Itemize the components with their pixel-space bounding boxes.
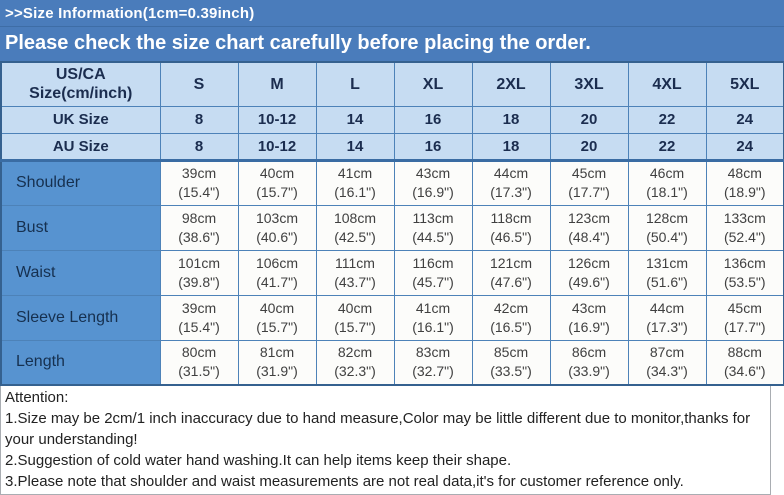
measurement-cell: 113cm (44.5"): [394, 205, 472, 250]
au-size-value: 14: [316, 133, 394, 160]
measurement-cell: 45cm (17.7"): [550, 160, 628, 205]
measurement-cell: 106cm (41.7"): [238, 250, 316, 295]
attention-item: 3.Please note that shoulder and waist measurements are not real data,it's for customer reference only.: [5, 473, 684, 490]
measurement-cell: 40cm (15.7"): [316, 295, 394, 340]
measurement-cell: 108cm (42.5"): [316, 205, 394, 250]
measurement-label: Bust: [1, 205, 160, 250]
size-column-header-xl: XL: [394, 62, 472, 106]
uk-size-value: 14: [316, 106, 394, 133]
measurement-cell: 42cm (16.5"): [472, 295, 550, 340]
uk-size-value: 8: [160, 106, 238, 133]
attention-item: 1.Size may be 2cm/1 inch inaccuracy due to hand measure,Color may be little different due to monitor,thanks for your understanding!: [5, 410, 751, 448]
uk-size-value: 16: [394, 106, 472, 133]
banner-title: >>Size Information(1cm=0.39inch): [0, 0, 784, 27]
measurement-cell: 45cm (17.7"): [706, 295, 784, 340]
measurement-cell: 46cm (18.1"): [628, 160, 706, 205]
attention-heading: Attention:: [5, 389, 69, 406]
measurement-row-bust: [1, 205, 784, 250]
measurement-cell: 39cm (15.4"): [160, 295, 238, 340]
measurement-cell: 85cm (33.5"): [472, 340, 550, 385]
measurement-cell: 88cm (34.6"): [706, 340, 784, 385]
measurement-row-sleeve-length: [1, 295, 784, 340]
measurement-cell: 44cm (17.3"): [628, 295, 706, 340]
au-size-value: 18: [472, 133, 550, 160]
size-column-header-m: M: [238, 62, 316, 106]
measurement-cell: 118cm (46.5"): [472, 205, 550, 250]
uk-size-row: [1, 106, 784, 133]
au-size-value: 16: [394, 133, 472, 160]
measurement-cell: 133cm (52.4"): [706, 205, 784, 250]
measurement-row-length: [1, 340, 784, 385]
uk-size-value: 24: [706, 106, 784, 133]
measurement-cell: 82cm (32.3"): [316, 340, 394, 385]
measurement-cell: 41cm (16.1"): [316, 160, 394, 205]
size-chart-table: [0, 61, 784, 386]
measurement-cell: 86cm (33.9"): [550, 340, 628, 385]
uk-size-value: 22: [628, 106, 706, 133]
uk-size-label: UK Size: [1, 106, 160, 133]
uk-size-value: 18: [472, 106, 550, 133]
measurement-cell: 128cm (50.4"): [628, 205, 706, 250]
uk-size-value: 10-12: [238, 106, 316, 133]
uk-size-value: 20: [550, 106, 628, 133]
measurement-label: Shoulder: [1, 160, 160, 205]
au-size-value: 22: [628, 133, 706, 160]
measurement-row-shoulder: [1, 160, 784, 205]
au-size-value: 20: [550, 133, 628, 160]
measurement-cell: 87cm (34.3"): [628, 340, 706, 385]
measurement-cell: 48cm (18.9"): [706, 160, 784, 205]
size-column-header-4xl: 4XL: [628, 62, 706, 106]
measurement-cell: 131cm (51.6"): [628, 250, 706, 295]
measurement-cell: 83cm (32.7"): [394, 340, 472, 385]
au-size-label: AU Size: [1, 133, 160, 160]
usca-size-header: US/CA Size(cm/inch): [1, 62, 160, 106]
size-info-banner: [0, 0, 784, 61]
measurement-cell: 116cm (45.7"): [394, 250, 472, 295]
size-column-header-3xl: 3XL: [550, 62, 628, 106]
measurement-cell: 39cm (15.4"): [160, 160, 238, 205]
measurement-cell: 43cm (16.9"): [394, 160, 472, 205]
measurement-row-waist: [1, 250, 784, 295]
measurement-cell: 136cm (53.5"): [706, 250, 784, 295]
attention-notes: [0, 386, 771, 495]
attention-item: 2.Suggestion of cold water hand washing.It can help items keep their shape.: [5, 452, 512, 469]
size-column-header-5xl: 5XL: [706, 62, 784, 106]
measurement-cell: 111cm (43.7"): [316, 250, 394, 295]
measurement-cell: 98cm (38.6"): [160, 205, 238, 250]
measurement-cell: 103cm (40.6"): [238, 205, 316, 250]
banner-subtitle: Please check the size chart carefully before placing the order.: [5, 32, 591, 54]
measurement-cell: 126cm (49.6"): [550, 250, 628, 295]
size-column-header-s: S: [160, 62, 238, 106]
measurement-cell: 121cm (47.6"): [472, 250, 550, 295]
au-size-value: 10-12: [238, 133, 316, 160]
size-column-header-l: L: [316, 62, 394, 106]
measurement-cell: 43cm (16.9"): [550, 295, 628, 340]
measurement-cell: 41cm (16.1"): [394, 295, 472, 340]
measurement-cell: 80cm (31.5"): [160, 340, 238, 385]
measurement-label: Sleeve Length: [1, 295, 160, 340]
measurement-label: Waist: [1, 250, 160, 295]
au-size-row: [1, 133, 784, 160]
table-header-row: [1, 62, 784, 106]
measurement-cell: 40cm (15.7"): [238, 160, 316, 205]
measurement-cell: 81cm (31.9"): [238, 340, 316, 385]
measurement-cell: 44cm (17.3"): [472, 160, 550, 205]
au-size-value: 24: [706, 133, 784, 160]
measurement-cell: 123cm (48.4"): [550, 205, 628, 250]
measurement-cell: 40cm (15.7"): [238, 295, 316, 340]
size-column-header-2xl: 2XL: [472, 62, 550, 106]
measurement-label: Length: [1, 340, 160, 385]
measurement-cell: 101cm (39.8"): [160, 250, 238, 295]
au-size-value: 8: [160, 133, 238, 160]
